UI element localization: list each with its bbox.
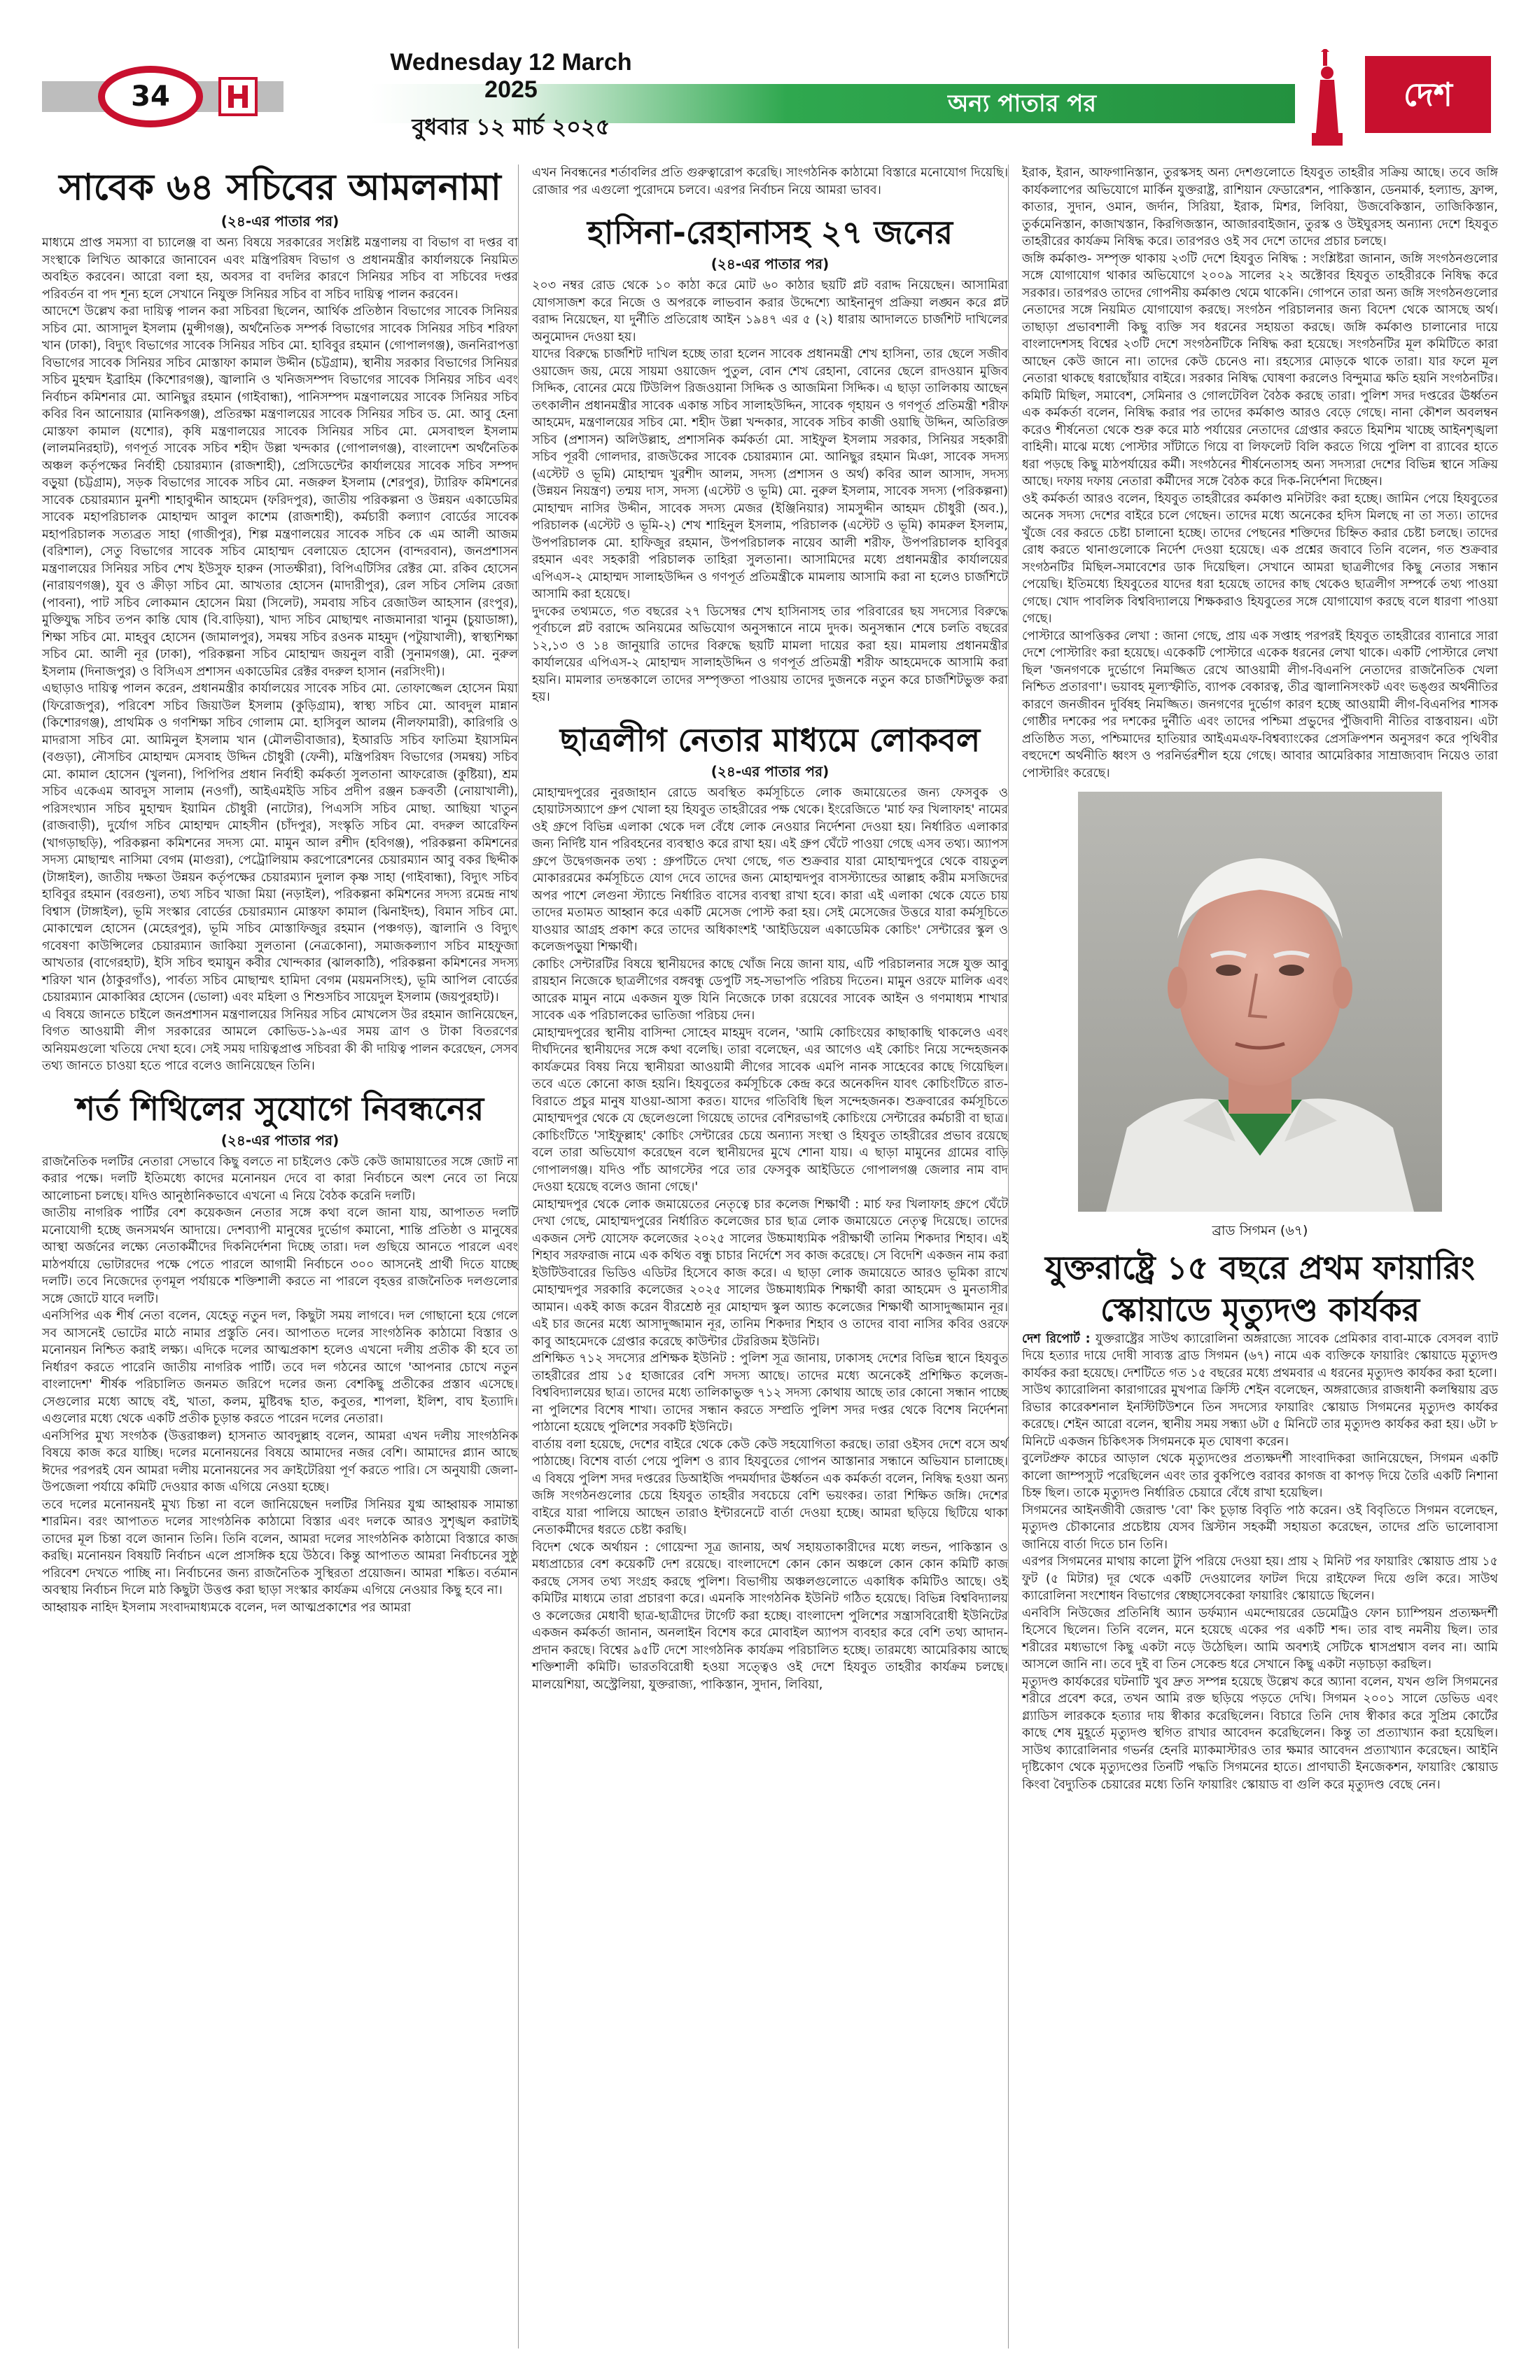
page-number-badge: [42, 62, 284, 132]
article-execution: [1022, 792, 1498, 1793]
paragraph: ইরাক, ইরান, আফগানিস্তান, তুরস্কসহ অন্য দেশগুলোতে হিযবুত তাহরীর সক্রিয় আছে। তবে জঙ্গি কার্যকলাপের অভিযোগে মার্কিন যুক্তরাষ্ট্র, রাশিয়ান ফেডারেশন, পাকিস্তান, ডেনমার্ক, হল্যান্ড, ফ্রান্স, কাতার, সুদান, ওমান, জর্দান, সিরিয়া, ইরাক, মিশর, লিবিয়া, উজবেকিস্তান, তাজিকিস্তান, তুর্কমেনিস্তান, কাজাখস্তান, কিরগিজস্তান, আজারবাইজান, তুরস্ক ও উইঘুরসহ অন্যান্য দেশে হিযবুত তাহরীরের কার্যক্রম নিষিদ্ধ করে। তারপরও ওই সব দেশে তাদের প্রচার চলছে।: [1022, 166, 1498, 248]
byline: দেশ রিপোর্ট :: [1022, 1331, 1091, 1346]
column-divider: [1008, 164, 1009, 2348]
masthead-text: দেশ: [1403, 76, 1453, 113]
paragraph: বুলেটপ্রুফ কাচের আড়াল থেকে মৃত্যুদণ্ডের প্রত্যক্ষদর্শী সাংবাদিকরা জানিয়েছেন, সিগমন একটি কালো জাম্পস্যুট পরেছিলেন এবং তার বুকপিণ্ডে বরাবর কাগজ বা কাপড় দিয়ে তৈরি একটি নিশানা চিহ্ন ছিল। তাকে মৃত্যুদণ্ড নির্ধারিত চেয়ারে বেঁধে রাখা হয়েছিল।: [1022, 1452, 1498, 1500]
paragraph: মোহাম্মদপুরের স্থানীয় বাসিন্দা সোহেব মাহমুদ বলেন, 'আমি কোচিংয়ের কাছাকাছি থাকলেও এবং দীর্ঘদিনের স্থানীয়দের সঙ্গে কথা বলেছি। তারা বলেছেন, এর আগেও এই কোচিং নিয়ে সন্দেহজনক কার্যক্রমের বিষয় নিয়ে স্থানীয়রা আওয়ামী লীগের সাবেক এমপি নানক সাহেবের কাছে গিয়েছিল। তবে এতে কোনো কাজ হয়নি। হিযবুতের কর্মসূচিকে কেন্দ্র করে অনেকদিন যাবৎ কোচিংটিতে রাত-বিরাতে প্রচুর মানুষ যাওয়া-আসা করত। যাদের গতিবিধি ছিল সন্দেহজনক। শুক্রবারের কর্মসূচিতে মোহাম্মদপুর থেকে যে ছেলেগুলো গিয়েছে তাদের বেশিরভাগই কোচিংয়ে সেন্টারের কর্মচারী বা ছাত্র। কোচিংটিতে 'সাইফুল্লাহ' কোচিং সেন্টারের চেয়ে অন্যান্য সংস্থা ও হিযবুত তাহরীরের প্রভাব রয়েছে বলে তারা অভিযোগ করেছেন বলে স্থানীয়দের মুখে শোনা যায়। এ ছাড়া মামুনের গ্রামের বাড়ি গোপালগঞ্জ। যদিও পাঁচ আগস্টের পরে তার ফেসবুক আইডিতে গোপালগঞ্জ জেলার নাম বাদ দেওয়া হয়েছে বলেও জানা গেছে।': [532, 1026, 1008, 1194]
issue-date: [371, 49, 651, 140]
paragraph: রাজনৈতিক দলটির নেতারা সেভাবে কিছু বলতে না চাইলেও কেউ কেউ জামায়াতের সঙ্গে জোট না করার পক্ষে। দলটি ইতিমধ্যে কাদের মনোনয়ন দেবে বা কারা নির্বাচনে অংশ নেবে তা নিয়ে আলোচনা চলছে। যদিও আনুষ্ঠানিকভাবে এখনো এ নিয়ে বৈঠক করেনি দলটি।: [42, 1154, 518, 1203]
masthead-logo: [1365, 56, 1491, 133]
article-body: [1022, 1331, 1498, 1794]
paragraph: ওই কর্মকর্তা আরও বলেন, হিযবুত তাহরীরের কর্মকাণ্ড মনিটরিং করা হচ্ছে। জামিন পেয়ে হিযবুতের অনেক সদস্য দেশের বাইরে চলে গেছেন। তাদের মধ্যে অনেকের হদিস মিলছে না তা সত্য। তাদের খুঁজে বের করতে চেষ্টা চালানো হচ্ছে। তাদের পেছনের শক্তিদের চিহ্নিত করার চেষ্টা চলছে। তাদের রোধ করতে থানাগুলোকে নির্দেশ দেওয়া হয়েছে। এক প্রশ্নের জবাবে তিনি বলেন, গত শুক্রবার সংগঠনটির মিছিল-সমাবেশের ডাক দিয়েছিল। সেখানে আমরা ছাত্রলীগের কিছু নেতার সন্ধান পেয়েছি। ইতিমধ্যে হিযবুতের যাদের ধরা হয়েছে তাদের কাছ থেকেও ছাত্রলীগ সম্পর্কে তথ্য পাওয়া গেছে। খোদ পাবলিক বিশ্ববিদ্যালয়ে শিক্ষকরাও হিযবুতের সঙ্গে যোগাযোগ করছে বলে ধারণা পাওয়া গেছে।: [1022, 491, 1498, 626]
paragraph: এ বিষয়ে জানতে চাইলে জনপ্রশাসন মন্ত্রণালয়ের সিনিয়র সচিব মোখলেস উর রহমান জানিয়েছেন, বিগত আওয়ামী লীগ সরকারের আমলে কোভিড-১৯-এর সময় ত্রাণ ও টাকা বিতরণের অনিয়মগুলো খতিয়ে দেখা হবে। সেই সময় দায়িত্বপ্রাপ্ত সচিবরা কী কী দায়িত্ব পালন করেছেন, সেসব তথ্য জানতে চাওয়া হতে পারে বলেও জানিয়েছেন তিনি।: [42, 1007, 518, 1073]
paragraph: ২০৩ নম্বর রোড থেকে ১০ কাঠা করে মোট ৬০ কাঠার ছয়টি প্লট বরাদ্দ নিয়েছেন। আসামিরা যোগসাজশ করে নিজে ও অপরকে লাভবান করার উদ্দেশ্যে আইনানুগ প্রক্রিয়া লঙ্ঘন করে প্লট বরাদ্দ নিয়েছেন, যা দুর্নীতি প্রতিরোধ আইন ১৯৪৭ এর ৫ (২) ধারায় আদালতে চার্জশিট দাখিলের অনুমোদন দেওয়া হয়।: [532, 279, 1008, 344]
paragraph-text: যুক্তরাষ্ট্রের সাউথ ক্যারোলিনা অঙ্গরাজ্যে সাবেক প্রেমিকার বাবা-মাকে বেসবল ব্যাট দিয়ে হত্যার দায়ে দোষী সাব্যস্ত ব্রাড সিগমন (৬৭) নামে এক ব্যক্তিকে ফায়ারিং স্কোয়াডে মৃত্যুদণ্ড কার্যকর করা হয়েছে। দেশটিতে গত ১৫ বছরের মধ্যে প্রথমবার এ ধরনের মৃত্যুদণ্ড কার্যকর করা হলো।: [1022, 1331, 1498, 1380]
paragraph: এনসিপির মুখ্য সংগঠক (উত্তরাঞ্চল) হাসনাত আবদুল্লাহ বলেন, আমরা এখন দলীয় সাংগঠনিক বিষয়ে কাজ করে যাচ্ছি। দলের মনোনয়নের বিষয়ে আমাদের নজর বেশি। আমাদের প্ল্যান আছে ঈদের পরপরই যেন আমরা দলীয় মনোনয়নের সব ক্রাইটেরিয়া পূর্ণ করতে পারি। সে অনুযায়ী জেলা-উপজেলা পর্যায়ে কমিটি দেওয়ার কাজ এগিয়ে নেওয়া হচ্ছে।: [42, 1429, 518, 1494]
paragraph: তবে দলের মনোনয়নই মুখ্য চিন্তা না বলে জানিয়েছেন দলটির সিনিয়র যুগ্ম আহ্বায়ক সামান্তা শারমিন। বরং আপাতত দলের সাংগঠনিক কাঠামো বিস্তার এবং দলকে আরও সুশৃঙ্খল করাটাই তাদের মূল চিন্তা বলে জানান তিনি। তিনি বলেন, আমরা দলের সাংগঠনিক কাঠামো বিস্তারে কাজ করছি। মনোনয়ন বিষয়টি নির্বাচন এলে প্রাসঙ্গিক হয়ে উঠবে। কিন্তু আপাতত আমরা নির্বাচনের সুষ্ঠু পরিবেশ দেখতে পাচ্ছি না। নির্বাচনের জন্য রাজনৈতিক সুস্থিরতা প্রয়োজন। আমরা শঙ্কিত। বর্তমান অবস্থায় নির্বাচন দিলে মাঠ কিছুটা উত্তপ্ত করা ছাড়া সংস্কার কার্যক্রম এগিয়ে নেওয়ার কিছু হবে না।: [42, 1497, 518, 1597]
paragraph: বার্তায় বলা হয়েছে, দেশের বাইরে থেকে কেউ কেউ সহযোগিতা করছে। তারা ওইসব দেশে বসে অর্থ পাঠাচ্ছে। বিশেষ বার্তা পেয়ে পুলিশ ও র‍্যাব হিযবুতের গোপন আস্তানার সন্ধানে অভিযান চালাচ্ছে। এ বিষয়ে পুলিশ সদর দপ্তরের ডিআইজি পদমর্যাদার ঊর্ধ্বতন এক কর্মকর্তা বলেন, নিষিদ্ধ হওয়া অন্য জঙ্গি সংগঠনগুলোর চেয়ে হিযবুত তাহরীর সবচেয়ে বেশি ভয়ংকর। তারা শিক্ষিত জঙ্গি। দেশের বাইরে যারা পালিয়ে আছেন তারাও ইন্টারনেটে বার্তা দেওয়া হচ্ছে। আমরা ছড়িয়ে ছিটিয়ে থাকা নেতাকর্মীদের ধরতে চেষ্টা করছি।: [532, 1437, 1008, 1537]
date-english: Wednesday 12 March 2025: [390, 49, 632, 103]
column-divider: [518, 164, 519, 2348]
paragraph: [1022, 1331, 1498, 1382]
headline-registration: শর্ত শিথিলের সুযোগে নিবন্ধনের: [76, 1089, 484, 1128]
continued-note: (২৪-এর পাতার পর): [220, 1131, 340, 1149]
headline-secretaries: সাবেক ৬৪ সচিবের আমলনামা: [59, 167, 501, 209]
headline-chhatraleague: ছাত্রলীগ নেতার মাধ্যমে লোকবল: [559, 720, 981, 759]
article-secretaries: [42, 164, 518, 1075]
page-number: 34: [131, 80, 170, 113]
page-header: [42, 49, 1498, 154]
paragraph: মাধ্যমে প্রাপ্ত সমস্যা বা চ্যালেঞ্জ বা অন্য বিষয়ে সরকারের সংশ্লিষ্ট মন্ত্রণালয় বা বিভাগ বা দপ্তর বা সংস্থাকে লিখিত আকারে জানাবেন এবং মন্ত্রিপরিষদ বিভাগ ও প্রধানমন্ত্রীর কার্যালয়কে নিয়মিত অবহিত করবেন। আরো বলা হয়, অবসর বা বদলির কারণে সিনিয়র সচিব বা সচিবের দপ্তর পরিবর্তন বা পদ শূন্য হলে সেখানে নিযুক্ত সিনিয়র সচিব বা সচিব দায়িত্ব পালন করবেন।: [42, 236, 518, 302]
paragraph: জঙ্গি কর্মকাণ্ড- সম্পৃক্ত থাকায় ২৩টি দেশে হিযবুত নিষিদ্ধ : সংশ্লিষ্টরা জানান, জঙ্গি সংগঠনগুলোর সঙ্গে যোগাযোগ থাকার অভিযোগে ২০০৯ সালের ২২ অক্টোবর হিযবুত তাহরীরকে নিষিদ্ধ করে সরকার। তারপরও তাদের গোপনীয় কর্মকাণ্ড থেমে থাকেনি। গোপনে তারা অন্য জঙ্গি সংগঠনগুলোর নেতাদের সঙ্গে নিয়মিত যোগাযোগ করছে। সংগঠন পরিচালনার জন্য বিদেশ থেকে আসছে অর্থ। তাছাড়া প্রভাবশালী কিছু ব্যক্তি সব ধরনের সহায়তা করছে। জঙ্গি কর্মকাণ্ড চালানোর দায়ে বাংলাদেশসহ বিশ্বের ২৩টি দেশে সংগঠনটিকে নিষিদ্ধ করা হয়েছে। সংগঠনটির মূল কমিটিতে কারা আছেন কেউ জানে না। তাদের কেউ চেনেও না। রহস্যের মোড়কে থাকে তারা। যার ফলে মূল নেতারা থাকছে ধরাছোঁয়ার বাইরে। সরকার নিষিদ্ধ ঘোষণা করলেও বিন্দুমাত্র ক্ষতি হয়নি সংগঠনটির। কমিটি মিছিল, সমাবেশ, সেমিনার ও গোলটেবিল বৈঠক করছে তারা। পুলিশ সদর দপ্তরের ঊর্ধ্বতন এক কর্মকর্তা বলেন, নিষিদ্ধ করার পর তাদের কর্মকাণ্ড আরও বেড়ে গেছে। নানা কৌশল অবলম্বন করেও শীর্ষনেতা থেকে শুরু করে মাঠ পর্যায়ের নেতাদের গ্রেপ্তার করতে হিমশিম খাচ্ছে আইনশৃঙ্খলা বাহিনী। মাঝে মধ্যে পোস্টার সাঁটাতে গিয়ে বা লিফলেট বিলি করতে গিয়ে পুলিশ বা র‍্যাবের হাতে ধরা পড়ছে কিছু মাঠপর্যায়ের কর্মী। সংগঠনের শীর্ষনেতাসহ অন্য সদস্যরা দেশের বিভিন্ন স্থানে সক্রিয় আছে। দফায় দফায় নেতারা কর্মীদের সঙ্গে বৈঠক করে দিক-নির্দেশনা দিচ্ছেন।: [1022, 251, 1498, 489]
paragraph: যাদের বিরুদ্ধে চার্জশিট দাখিল হচ্ছে তারা হলেন সাবেক প্রধানমন্ত্রী শেখ হাসিনা, তার ছেলে সজীব ওয়াজেদ জয়, মেয়ে সায়মা ওয়াজেদ পুতুল, বোন শেখ রেহানা, বোনের ছেলে রাদওয়ান মুজিব সিদ্দিক, বোনের মেয়ে টিউলিপ রিজওয়ানা সিদ্দিক ও আজমিনা সিদ্দিক। এ ছাড়া তালিকায় আছেন তৎকালীন প্রধানমন্ত্রীর সাবেক একান্ত সচিব সালাহউদ্দিন, সাবেক গৃহায়ন ও গণপূর্ত প্রতিমন্ত্রী শরীফ আহমেদ, মন্ত্রণালয়ের সচিব মো. শহীদ উল্লা খন্দকার, সাবেক সচিব কাজী ওয়াছি উদ্দিন, অতিরিক্ত সচিব (প্রশাসন) অলিউল্লাহ, প্রশাসনিক কর্মকর্তা মো. সাইফুল ইসলাম সরকার, সিনিয়র সহকারী সচিব পূরবী গোলদার, রাজউকের সাবেক চেয়ারম্যান মো. আনিছুর রহমান মিঞা, সাবেক সদস্য (এস্টেট ও ভূমি) মোহাম্মদ খুরশীদ আলম, সদস্য (প্রশাসন ও অর্থ) কবির আল আসাদ, সদস্য (উন্নয়ন নিয়ন্ত্রণ) তন্ময় দাস, সদস্য (এস্টেট ও ভূমি) মো. নুরুল ইসলাম, সাবেক সদস্য (পরিকল্পনা) মোহাম্মদ নাসির উদ্দীন, সাবেক সদস্য মেজর (ইঞ্জিনিয়ার) সামসুদ্দীন আহমদ চৌধুরী (অব.), পরিচালক (এস্টেট ও ভূমি-২) শেখ শাহিনুল ইসলাম, পরিচালক (এস্টেট ও ভূমি) কামরুল ইসলাম, উপপরিচালক মো. হাফিজুর রহমান, উপপরিচালক নায়েব আলী শরীফ, উপপরিচালক হাবিবুর রহমান এবং সহকারী পরিচালক তাহিরা সুলতানা। আসামিদের মধ্যে প্রধানমন্ত্রীর কার্যালয়ের এপিএস-২ মোহাম্মদ সালাহউদ্দিন ও গণপূর্ত প্রতিমন্ত্রীকে মামলায় আসামি করা না হলেও চার্জশিটে আসামি করা হয়েছে।: [532, 347, 1008, 601]
continued-note: (২৪-এর পাতার পর): [220, 213, 340, 230]
section-title: অন্য পাতার পর: [947, 90, 1097, 118]
article-hasina: [532, 211, 1008, 706]
paragraph: আদেশে উল্লেখ করা দায়িত্ব পালন করা সচিবরা ছিলেন, আর্থিক প্রতিষ্ঠান বিভাগের সাবেক সিনিয়র সচিব মো. আসাদুল ইসলাম (মুন্সীগঞ্জ), অর্থনৈতিক সম্পর্ক বিভাগের সাবেক সিনিয়র সচিব শরিফা খান (ঢাকা), বিদ্যুৎ বিভাগের সাবেক সিনিয়র সচিব মো. হাবিবুর রহমান (গোপালগঞ্জ), জননিরাপত্তা বিভাগের সাবেক সিনিয়র সচিব মোস্তাফা কামাল উদ্দীন (চট্টগ্রাম), স্থানীয় সরকার বিভাগের সিনিয়র সচিব মুহম্মদ ইব্রাহিম (কিশোরগঞ্জ), জ্বালানি ও খনিজসম্পদ বিভাগের সাবেক সিনিয়র সচিব এবং নির্বাচন কমিশনার মো. আনিছুর রহমান (গাইবান্ধা), পানিসম্পদ মন্ত্রণালয়ের সাবেক সিনিয়র সচিব কবির বিন আনোয়ার (মানিকগঞ্জ), প্রতিরক্ষা মন্ত্রণালয়ের সাবেক সিনিয়র সচিব ড. মো. আবু হেনা মোস্তফা কামাল (যশোর), কৃষি মন্ত্রণালয়ের সাবেক সিনিয়র সচিব মো. মেসবাহুল ইসলাম (লালমনিরহাট), গণপূর্ত সাবেক সচিব শহীদ উল্লা খন্দকার (গোপালগঞ্জ), বাংলাদেশ অর্থনৈতিক অঞ্চল কর্তৃপক্ষের নির্বাহী চেয়ারম্যান (রাজশাহী), প্রেসিডেন্টের কার্যালয়ের সাবেক সচিব সম্পদ বড়ুয়া (চট্টগ্রাম), সড়ক বিভাগের সাবেক সচিব মো. নজরুল ইসলাম (শেরপুর), ট্যারিফ কমিশনের সাবেক চেয়ারম্যান মুনশী শাহাবুদ্দীন আহমেদ (ফরিদপুর), জাতীয় পরিকল্পনা ও উন্নয়ন একাডেমির সাবেক মহাপরিচালক মোহাম্মদ আবুল কাশেম (রাজশাহী), কর্মচারী কল্যাণ বোর্ডের সাবেক মহাপরিচালক সত্যব্রত সাহা (গাজীপুর), শিল্প মন্ত্রণালয়ের সাবেক সচিব কে এম আলী আজম (বরিশাল), সেতু বিভাগের সাবেক সচিব মোহাম্মদ বেলায়েত হোসেন (বান্দরবান), জনপ্রশাসন মন্ত্রণালয়ের সিনিয়র সচিব শেখ ইউসুফ হারুন (সাতক্ষীরা), বিপিএটিসির রেক্টর মো. রকিব হোসেন (নারায়ণগঞ্জ), যুব ও ক্রীড়া সচিব মো. আখতার হোসেন (মাদারীপুর), রেল সচিব সেলিম রেজা (পাবনা), পাট সচিব লোকমান হোসেন মিয়া (সিলেট), সমবায় সচিব রেজাউল আহসান (রংপুর), মুক্তিযুদ্ধ সচিব তপন কান্তি ঘোষ (বি.বাড়িয়া), খাদ্য সচিব মোছাম্মৎ নাজমানারা খানুম (চুয়াডাঙ্গা), শিক্ষা সচিব মো. মাহবুব হোসেন (জামালপুর), সমন্বয় সচিব রওনক মাহমুদ (পটুয়াখালী), স্বাস্থ্যশিক্ষা সচিব মো. আলী নূর (ঢাকা), পরিকল্পনা সচিব মোহাম্মদ জয়নুল বারী (সুনামগঞ্জ), মো. নুরুল ইসলাম (দিনাজপুর) ও বিসিএস প্রশাসন একাডেমির রেক্টর বদরুল হাসান (নরসিংদী)।: [42, 304, 518, 679]
headline-execution: যুক্তরাষ্ট্রে ১৫ বছরে প্রথম ফায়ারিং স্কোয়াডে মৃত্যুদণ্ড কার্যকর: [1045, 1248, 1475, 1329]
paragraph: বিদেশ থেকে অর্থায়ন : গোয়েন্দা সূত্র জানায়, অর্থ সহায়তাকারীদের মধ্যে লন্ডন, পাকিস্তান ও মধ্যপ্রাচ্যের বেশ কয়েকটি দেশ রয়েছে। বাংলাদেশে কোন কোন অঞ্চলে কোন কোন কমিটি কাজ করছে সেসব তথ্য সংগ্রহ করছে পুলিশ। বিভাগীয় অঞ্চলগুলোতে একাধিক কমিটিও আছে। ওই কমিটির মাধ্যমে তারা প্রচারণা করে। এমনকি সাংগঠনিক ইউনিট গঠিত হয়েছে। বিভিন্ন বিশ্ববিদ্যালয় ও কলেজের মেধাবী ছাত্র-ছাত্রীদের টার্গেট করা হচ্ছে। বাংলাদেশ পুলিশের সন্ত্রাসবিরোধী ইউনিটের একজন কর্মকর্তা জানান, অনলাইন বিশেষ করে মোবাইল অ্যাপস ব্যবহার করে বেশি তথ্য আদান-প্রদান করছে। বিশ্বের ৯৫টি দেশে সাংগঠনিক কার্যক্রম পরিচালিত হচ্ছে। তারমধ্যে আমেরিকায় আছে শক্তিশালী কমিটি। ভারতবিরোধী হওয়া সত্ত্বেও ওই দেশে হিযবুত তাহরীর কার্যক্রম চলছে। মালয়েশিয়া, অস্ট্রেলিয়া, যুক্তরাজ্য, পাকিস্তান, সুদান, লিবিয়া,: [532, 1540, 1008, 1692]
paragraph: মোহাম্মদপুর থেকে লোক জমায়েতের নেতৃত্বে চার কলেজ শিক্ষার্থী : মার্চ ফর খিলাফাহ গ্রুপে ঘেঁটে দেখা গেছে, মোহাম্মদপুরের নির্ধারিত কলেজের চার ছাত্র লোক জমায়েতে নেতৃত্ব দিয়েছে। তাদের একজন সেন্ট যোসেফ কলেজের ২০২৫ সালের উচ্চমাধ্যমিক পরীক্ষার্থী তানিম শিকদার শিহাব। এই শিহাব সরফরাজ নামে এক কথিত বন্ধু চাচার নির্দেশে সব কাজ করেছে। সে বিদেশি একজন নাম করা ইউটিউবারের ভিডিও এডিটর হিসেবে কাজ করে। এ ছাড়া লোক জমায়েতে আরও ভূমিকা রাখে মোহাম্মদপুর সরকারি কলেজের ২০২৫ সালের উচ্চমাধ্যমিক শিক্ষার্থী কারা আহমেদ ও মুনতাসীর আমান। একই কাজ করেন বীরশ্রেষ্ঠ নূর মোহাম্মদ স্কুল অ্যান্ড কলেজের শিক্ষার্থী আসাদুজ্জামান নূর। এই চার জনের মধ্যে আসাদুজ্জামান নূর, তানিম শিকদার শিহাব ও তাদের বাবা নাসির কবির ওরফে কাবু আহমেদকে গ্রেপ্তার করেছে কাউন্টার টেররিজম ইউনিট।: [532, 1197, 1008, 1349]
paragraph: এনবিসি নিউজের প্রতিনিধি অ্যান ডর্ফম্যান এমন্দোয়রের ডেমেট্রিও ফোন চ্যাম্পিয়ন প্রত্যক্ষদর্শী হিসেবে ছিলেন। তিনি বলেন, মনে হয়েছে একের পর একটি শব্দ। তার বাহু নমনীয় ছিল। তার শরীরের মধ্যভাগে কিছু একটা নড়ে উঠেছিল। আমি অবশ্যই সেটিকে শ্বাসপ্রশ্বাস বলব না। আমি আসলে জানি না। তবে দুই বা তিন সেকেন্ড ধরে সেখানে কিছু একটা নড়াচড়া করছিল।: [1022, 1606, 1498, 1672]
date-bangla: বুধবার ১২ মার্চ ২০২৫: [412, 113, 610, 140]
paragraph: এনসিপির এক শীর্ষ নেতা বলেন, যেহেতু নতুন দল, কিছুটা সময় লাগবে। দল গোছানো হয়ে গেলে সব আসনেই ভোটের মাঠে নামার প্রস্তুতি নেব। আপাতত দলের সাংগঠনিক কাঠামো বিস্তার ও মনোনয়ন নিশ্চিত করাই লক্ষ্য। এদিকে দলের আত্মপ্রকাশ হলেও এখনো দলীয় প্রতীক কী হবে তা নির্ধারণ করতে পারেনি জাতীয় নাগরিক পার্টি। তবে দল গঠনের আগে 'আপনার চোখে নতুন বাংলাদেশ' শীর্ষক পরিচালিত জনমত জরিপে দলের জন্য বেশকিছু প্রতীকের প্রস্তাব এসেছে। সেগুলোর মধ্যে আছে বই, খাতা, কলম, মুষ্টিবদ্ধ হাত, কবুতর, শাপলা, ইলিশ, বাঘ ইত্যাদি। এগুলোর মধ্যে থেকে একটি প্রতীক চূড়ান্ত করতে পারেন দলের নেতারা।: [42, 1309, 518, 1426]
paragraph: আহ্বায়ক নাহিদ ইসলাম সংবাদমাধ্যমকে বলেন, দল আত্মপ্রকাশের পর আমরা: [42, 1600, 412, 1615]
article-body: [532, 785, 1008, 1694]
photo-caption: ব্রাড সিগমন (৬৭): [1212, 1222, 1308, 1238]
paragraph: সিগমনের আইনজীবী জেরাল্ড 'বো' কিং চূড়ান্ত বিবৃতি পাঠ করেন। ওই বিবৃতিতে সিগমন বলেছেন, মৃত্যুদণ্ড চৌকানোর প্রচেষ্টায় যেসব খ্রিস্টান সহকর্মী সহায়তা করেছেন, তাদের প্রতি ভালোবাসা জানিয়ে বার্তা দিতে চান তিনি।: [1022, 1503, 1498, 1552]
article-body: [532, 277, 1008, 706]
continued-note: (২৪-এর পাতার পর): [710, 762, 830, 780]
statue-of-liberty-icon: [1302, 49, 1351, 147]
paragraph: পোস্টারে আপত্তিকর লেখা : জানা গেছে, প্রায় এক সপ্তাহ পরপরই হিযবুত তাহরীরের ব্যানারে সারা দেশে পোস্টারিং করা হয়েছে। একেকটি পোস্টারে একেক ধরনের লেখা থাকে। একটি পোস্টারে লেখা ছিল 'জনগণকে দুর্ভোগে নিমজ্জিত রেখে আওয়ামী লীগ-বিএনপি নেতাদের রাজনৈতিক খেলা নিশ্চিত প্রতারণা'। ভয়াবহ মূল্যস্ফীতি, ব্যাপক বেকারত্ব, তীব্র জ্বালানিসংকট এবং ভঙ্গুর অর্থনীতির কারণে জনজীবন দুর্বিষহ নিমজ্জিত। জনগণের দুর্ভোগ কারণ হচ্ছে আওয়ামী লীগ-বিএনপির শাসক গোষ্ঠীর দশকের পর দশকের দুর্নীতি এবং তাদের পশ্চিমা প্রভুদের পুঁজিবাদী নীতির বাস্তবায়ন। এটা প্রতিষ্ঠিত সত্য, পশ্চিমাদের হাতিয়ার আইএমএফ-বিশ্বব্যাংকের প্রেসক্রিপশন অনুসরণ করে পৃথিবীর বহুদেশে অর্থনীতি ধ্বংস ও পরনির্ভরশীল হয়ে গেছে। আবার আমেরিকার সাম্রাজ্যবাদ নিয়েও তারা পোস্টারিং করেছে।: [1022, 629, 1498, 780]
continued-note: (২৪-এর পাতার পর): [710, 255, 830, 272]
paragraph: এখন নিবন্ধনের শর্তাবলির প্রতি গুরুত্বারোপ করেছি। সাংগঠনিক কাঠামো বিস্তারে মনোযোগ দিয়েছি। রোজার পর এগুলো পুরোদমে চলবে। এরপর নির্বাচন নিয়ে আমরা ভাবব।: [532, 166, 1008, 197]
paragraph: প্রশিক্ষিত ৭১২ সদস্যের প্রশিক্ষক ইউনিট : পুলিশ সূত্র জানায়, ঢাকাসহ দেশের বিভিন্ন স্থানে হিযবুত তাহরীরের প্রায় ১৫ হাজারের বেশি সদস্য আছে। তাদের মধ্যে অনেকেই প্রশিক্ষিত কলেজ-বিশ্ববিদ্যালয়ের ছাত্র। তাদের মধ্যে তালিকাভুক্ত ৭১২ সদস্য কোথায় আছে তার কোনো সন্ধান পাচ্ছে না পুলিশের বিশেষ শাখা। তাদের সন্ধান করতে সম্প্রতি পুলিশ সদর দপ্তর থেকে বিশেষ নির্দেশনা পাঠানো হয়েছে পুলিশের সবকটি ইউনিটে।: [532, 1352, 1008, 1434]
newspaper-emblem-icon: [217, 76, 259, 118]
paragraph: সাউথ ক্যারোলিনা কারাগারের মুখপাত্র ক্রিস্টি শেইন বলেছেন, অঙ্গরাজ্যের রাজধানী কলম্বিয়ায় ব্রড রিভার কারেকশনাল ইনস্টিটিউশনে তিন সদস্যের ফায়ারিং স্কোয়াড সিগমনের মৃত্যুদণ্ড কার্যকর করেছে। শেইন আরো বলেন, স্থানীয় সময় সন্ধ্যা ৬টা ৫ মিনিটে তার মৃত্যুদণ্ড কার্যকর করা হয়। ৬টা ৮ মিনিটে একজন চিকিৎসক সিগমনকে মৃত ঘোষণা করেন।: [1022, 1383, 1498, 1449]
paragraph: এরপর সিগমনের মাথায় কালো টুপি পরিয়ে দেওয়া হয়। প্রায় ২ মিনিট পর ফায়ারিং স্কোয়াড প্রায় ১৫ ফুট (৫ মিটার) দূর থেকে একটি দেওয়ালের ফাটল দিয়ে রাইফেল দিয়ে গুলি করে। সাউথ ক্যারোলিনা সংশোধন বিভাগের স্বেচ্ছাসেবকেরা ফায়ারিং স্কোয়াডে ছিলেন।: [1022, 1555, 1498, 1603]
paragraph: জাতীয় নাগরিক পার্টির বেশ কয়েকজন নেতার সঙ্গে কথা বলে জানা যায়, আপাতত দলটি মনোযোগী হচ্ছে জনসমর্থন আদায়ে। দেশব্যাপী মানুষের দুর্ভোগ কমানো, শান্তি প্রতিষ্ঠা ও মানুষের আস্থা অর্জনের লক্ষ্যে নেতাকর্মীদের দিকনির্দেশনা দিচ্ছে তারা। দল গুছিয়ে আনতে পারলে এবং মাঠপর্যায়ে ভোটারদের পক্ষে পেতে পারলে আগামী নির্বাচনে ৩০০ আসনেই প্রার্থী দিতে যাচ্ছে দলটি। তবে নিজেদের তৃণমূল পর্যায়কে শক্তিশালী করতে না পারলে বৃহত্তর রাজনৈতিক দলগুলোর সঙ্গে জোটে যাবে দলটি।: [42, 1206, 518, 1306]
article-chhatraleague-continued: [1022, 164, 1498, 782]
portrait-photo: [1078, 792, 1442, 1217]
article-chhatraleague: [532, 719, 1008, 1694]
article-registration-continued: [532, 164, 1008, 199]
paragraph: কোচিং সেন্টারটির বিষয়ে স্থানীয়দের কাছে খোঁজ নিয়ে জানা যায়, এটি পরিচালনার সঙ্গে যুক্ত আবু রায়হান নিজেকে ছাত্রলীগের বঙ্গবন্ধু ডেপুটি সহ-সভাপতি পরিচয় দিতেন। মামুন ওরফে মালিক এবং আরেক মামুন নামে একজন যুক্ত যিনি নিজেকে ঢাকা রয়েবের সাবেক আইন ও গণমাধ্যম শাখার সাবেক এক পরিচালকের ভাতিজা পরিচয় দেন।: [532, 957, 1008, 1023]
column-3: [1022, 164, 1498, 1793]
article-body: [42, 1154, 518, 1617]
column-2: [532, 164, 1008, 1693]
article-body: [42, 234, 518, 1075]
paragraph: মৃত্যুদণ্ড কার্যকরের ঘটনাটি খুব দ্রুত সম্পন্ন হয়েছে উল্লেখ করে অ্যানা বলেন, যখন গুলি সিগমনের শরীরে প্রবেশ করে, তখন আমি রক্ত ছড়িয়ে পড়তে দেখি। সিগমন ২০০১ সালে ডেভিড এবং গ্ল্যাডিস লারককে হত্যার দায় স্বীকার করেছিলেন। বিচারে তিনি দোষ স্বীকার করে সুপ্রিম কোর্টের কাছে শেষ মুহূর্তে মৃত্যুদণ্ড স্থগিত রাখার আবেদন করেছিলেন। কিন্তু তা প্রত্যাখ্যান করা হয়েছিল। সাউথ ক্যারোলিনার গভর্নর হেনরি ম্যাকমাস্টারও তার ক্ষমার আবেদন প্রত্যাখ্যান করেছেন। আইনি দৃষ্টিকোণ থেকে মৃত্যুদণ্ডের তিনটি পদ্ধতি সিগমনের হাতে। প্রাণঘাতী ইনজেকশন, ফায়ারিং স্কোয়াড কিংবা বৈদ্যুতিক চেয়ারের মধ্যে তিনি ফায়ারিং স্কোয়াড বা গুলি করে মৃত্যুদণ্ড বেছে নেন।: [1022, 1674, 1498, 1792]
headline-hasina: হাসিনা-রেহানাসহ ২৭ জনের: [587, 214, 953, 251]
paragraph: এছাড়াও দায়িত্ব পালন করেন, প্রধানমন্ত্রীর কার্যালয়ের সাবেক সচিব মো. তোফাজ্জেল হোসেন মিয়া (ফিরোজপুর), পরিবেশ সচিব জিয়াউল ইসলাম (কুড়িগ্রাম), স্বাস্থ্য সচিব মো. আবদুল মান্নান (কিশোরগঞ্জ), প্রাথমিক ও গণশিক্ষা সচিব গোলাম মো. হাসিবুল আলম (নীলফামারী), কারিগরি ও মাদরাসা সচিব মো. আমিনুল ইসলাম খান (মৌলভীবাজার), ইআরডি সচিব ফাতিমা ইয়াসমিন (বগুড়া), নৌসচিব মোহাম্মদ মেসবাহ উদ্দিন চৌধুরী (ফেনী), মন্ত্রিপরিষদ বিভাগের (সমন্বয়) সচিব মো. কামাল হোসেন (খুলনা), পিপিপির প্রধান নির্বাহী কর্মকর্তা সুলতানা আফরোজ (কুষ্টিয়া), শ্রম সচিব একেএম আবদুস সালাম (নওগাঁ), আইএমইডি সচিব প্রদীপ রঞ্জন চক্রবর্তী (নোয়াখালী), পরিসংখ্যান সচিব মুহাম্মদ ইয়ামিন চৌধুরী (নাটোর), পিএসসি সচিব মোছা. আছিয়া খাতুন (রাজবাড়ী), দুর্যোগ সচিব মোহাম্মদ মোহসীন (চাঁদপুর), সংস্কৃতি সচিব মো. বদরুল আরেফিন (খাগড়াছড়ি), পরিকল্পনা কমিশনের সদস্য মো. মামুন আল রশীদ (হবিগঞ্জ), পরিকল্পনা কমিশনের সদস্য মোছাম্মৎ নাসিমা বেগম (মাগুরা), পেট্রোলিয়াম করপোরেশনের চেয়ারম্যান আবু বকর ছিদ্দীক (টাঙ্গাইল), জাতীয় দক্ষতা উন্নয়ন কর্তৃপক্ষের চেয়ারম্যান দুলাল কৃষ্ণ সাহা (গাইবান্ধা), বিদ্যুৎ সচিব হাবিবুর রহমান (বরগুনা), তথ্য সচিব খাজা মিয়া (নড়াইল), পরিকল্পনা কমিশনের সদস্য রমেন্দ্র নাথ বিশ্বাস (টাঙ্গাইল), ভূমি সংস্কার বোর্ডের চেয়ারম্যান মোস্তফা কামাল (ঝিনাইদহ), বিমান সচিব মো. মোকাম্মেল হোসেন (মেহেরপুর), ভূমি সচিব মোস্তাফিজুর রহমান (পঞ্চগড়), জ্বালানি ও বিদ্যুৎ গবেষণা কাউন্সিলের চেয়ারম্যান জাকিয়া সুলতানা (নেত্রকোনা), সমাজকল্যাণ সচিব মাহফুজা আখতার (বাগেরহাট), ইসি সচিব হুমায়ুন কবীর খোন্দকার (ঝালকাঠি), পরিকল্পনা কমিশনের সদস্য শরিফা খান (ঠাকুরগাঁও), পার্বত্য সচিব মোছাম্মৎ হামিদা বেগম (ময়মনসিংহ), ভূমি আপিল বোর্ডের চেয়ারম্যান মোকাব্বির হোসেন (ভোলা) এবং মহিলা ও শিশুসচিব সায়েদুল ইসলাম (জয়পুরহাট)।: [42, 682, 518, 1004]
paragraph: মোহাম্মদপুরের নুরজাহান রোডে অবস্থিত কর্মসূচিতে লোক জমায়েতের জন্য ফেসবুক ও হোয়াটসঅ্যাপে গ্রুপ খোলা হয় হিযবুত তাহরীরের পক্ষ থেকে। ইংরেজিতে 'মার্চ ফর খিলাফাহ' নামের ওই গ্রুপে বিভিন্ন এলাকা থেকে দল বেঁধে লোক নেওয়ার নির্দেশনা দেওয়া হয়। নির্ধারিত এলাকার জন্য নির্দিষ্ট যান পরিবহনের ব্যবস্থাও করে রাখা হয়। এই গ্রুপ ঘেঁটে পাওয়া গেছে এসব তথ্য। অ্যাপস গ্রুপে উদ্বেগজনক তথ্য : গ্রুপটিতে দেখা গেছে, গত শুক্রবার যারা মোহাম্মদপুরে থেকে বায়তুল মোকাররমের কর্মসূচিতে যোগ দেবে তাদের জন্য মোহাম্মদপুর বাসস্ট্যান্ডের আল্লাহ করীম মসজিদের অপর পাশে লেগুনা স্ট্যান্ডে নির্ধারিত বাসের ব্যবস্থা রাখা হবে। কারা এই এলাকা থেকে যেতে চায় তাদের মতামত আহ্বান করে একটি মেসেজ পোস্ট করা হয়। সেই মেসেজের উত্তরে যারা কর্মসূচিতে যাওয়ার আগ্রহ প্রকাশ করে তাদের অধিকাংশই 'আইডিয়েল একাডেমিক কোচিং' সেন্টারের স্কুল ও কলেজপড়ুয়া শিক্ষার্থী।: [532, 785, 1008, 954]
article-registration: [42, 1088, 518, 1617]
column-1: [42, 164, 518, 1616]
portrait-image: [1078, 792, 1442, 1212]
paragraph: দুদকের তথ্যমতে, গত বছরের ২৭ ডিসেম্বর শেখ হাসিনাসহ তার পরিবারের ছয় সদস্যের বিরুদ্ধে পূর্বাচলে প্লট বরাদ্দে অনিয়মের অভিযোগ অনুসন্ধানে নামে দুদক। অনুসন্ধান শেষে চলতি বছরের ১২,১৩ ও ১৪ জানুয়ারি তাদের বিরুদ্ধে ছয়টি মামলা দায়ের করা হয়। মামলায় প্রধানমন্ত্রীর কার্যালয়ের এপিএস-২ মোহাম্মদ সালাহউদ্দিন ও গণপূর্ত প্রতিমন্ত্রী শরীফ আহমেদকে আসামি করা হয়নি। মামলার তদন্তকালে তাদের সম্পৃক্ততা পাওয়ায় তাদের দুজনকে নতুন করে চার্জশিটভুক্ত করা হয়।: [532, 604, 1008, 704]
